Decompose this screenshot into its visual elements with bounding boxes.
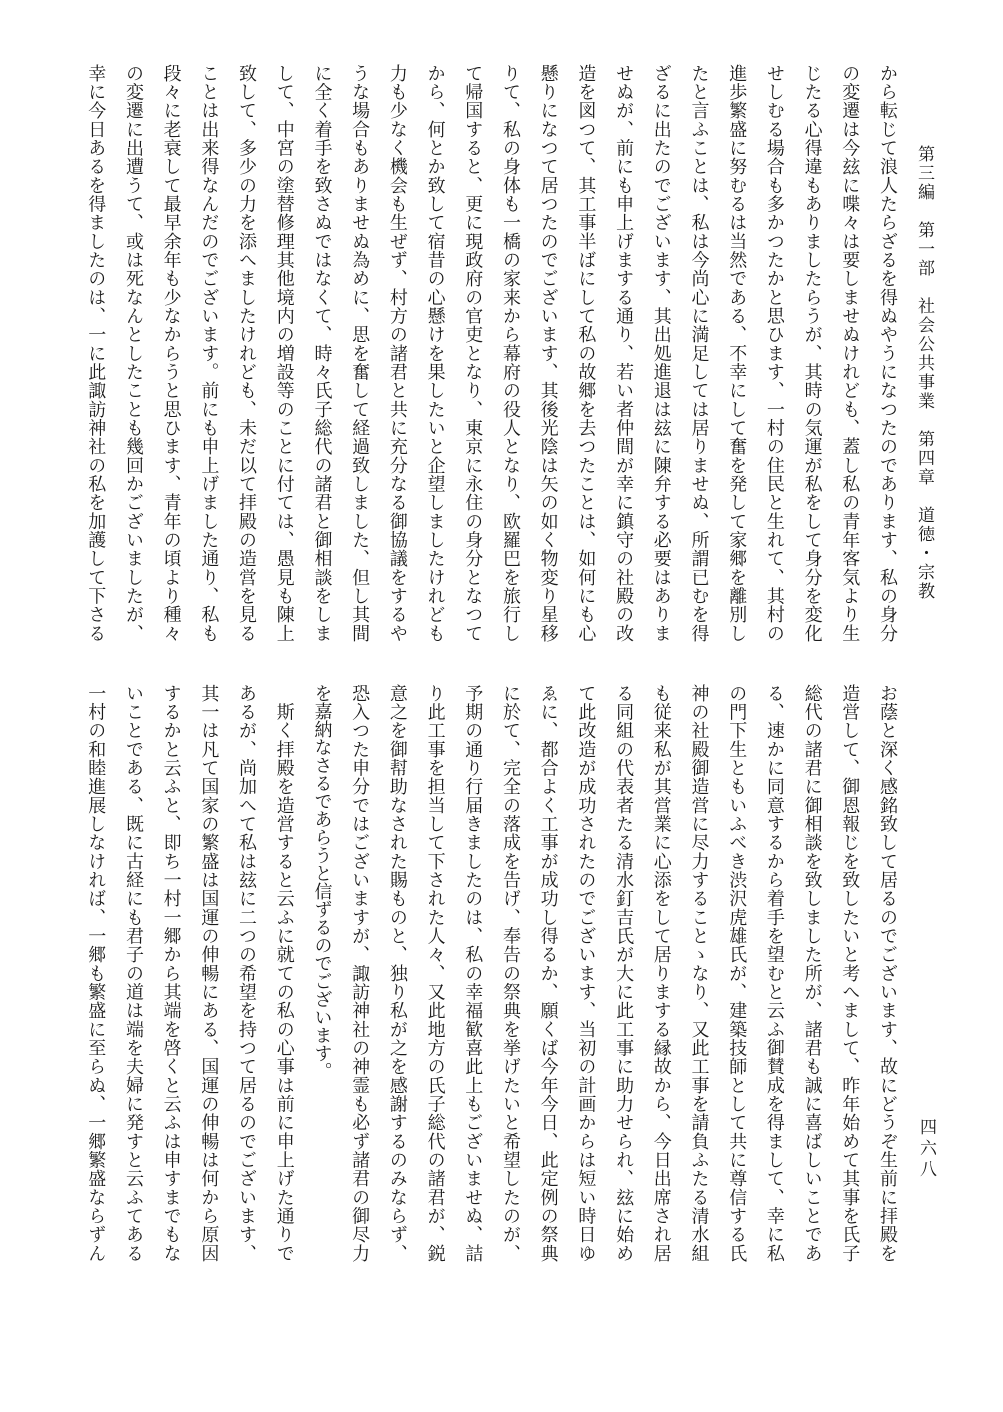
text-column: 段々に老衰して最早余年も少なからうと思ひます、青年の頃より種々	[160, 64, 182, 642]
text-column: る、速かに同意するから着手を望むと云ふ御賛成を得まして、幸に私	[763, 684, 785, 1262]
text-column: 造営して、御恩報じを致したいと考へまして、昨年始めて其事を氏子	[839, 684, 861, 1262]
text-column: 進歩繁盛に努むるは当然である、不幸にして奮を発して家郷を離別し	[726, 64, 748, 642]
text-column: 神の社殿御造営に尽力することゝなり、又此工事を請負ふたる清水組	[688, 684, 710, 1262]
text-column: 力も少なく機会も生ぜず、村方の諸君と共に充分なる御協議をするや	[386, 64, 408, 642]
text-column: 造を図つて、其工事半ばにして私の故郷を去つたことは、如何にも心	[575, 64, 597, 642]
text-column: ざるに出たのでございます、其出処進退は玆に陳弁する必要はありま	[650, 64, 672, 642]
text-column: 懸りになつて居つたのでございます、其後光陰は矢の如く物変り星移	[537, 64, 559, 642]
text-column: に全く着手を致さぬではなくて、時々氏子総代の諸君と御相談をしま	[311, 64, 333, 642]
text-column: ことは出来得なんだのでございます。前にも申上げました通り、私も	[198, 64, 220, 642]
text-column: に於て、完全の落成を告げ、奉告の祭典を挙げたいと希望したのが、	[499, 684, 521, 1262]
text-column: うな場合もありませぬ為めに、思を奮して経過致しました、但し其間	[349, 64, 371, 642]
text-column: の変遷は今玆に喋々は要しませぬけれども、蓋し私の青年客気より生	[839, 64, 861, 642]
text-column: 其一は凡て国家の繁盛は国運の伸暢にある、国運の伸暢は何から原因	[198, 684, 220, 1262]
text-column: 斯く拝殿を造営すると云ふに就ての私の心事は前に申上げた通りで	[273, 684, 295, 1262]
text-column: て帰国すると、更に現政府の官吏となり、東京に永住の身分となつて	[462, 64, 484, 642]
text-column: 一村の和睦進展しなければ、一郷も繁盛に至らぬ、一郷繁盛ならずん	[85, 684, 107, 1262]
text-column: て此改造が成功されたのでございます、当初の計画からは短い時日ゆ	[575, 684, 597, 1262]
text-column: から転じて浪人たらざるを得ぬやうになつたのであります、私の身分	[877, 64, 898, 642]
text-column: じたる心得違もありましたらうが、其時の気運が私をして身分を変化	[801, 64, 823, 642]
text-column: せしむる場合も多かつたかと思ひます、一村の住民と生れて、其村の	[763, 64, 785, 642]
text-column: の門下生ともいふべき渋沢虎雄氏が、建築技師として共に尊信する氏	[726, 684, 748, 1262]
text-column: る同組の代表者たる清水釘吉氏が大に此工事に助力せられ、玆に始め	[613, 684, 635, 1262]
text-block-top	[77, 64, 906, 642]
text-column: り此工事を担当して下された人々、又此地方の氏子総代の諸君が、鋭	[424, 684, 446, 1262]
text-column: から、何とか致して宿昔の心懸けを果したいと企望しましたけれども	[424, 64, 446, 642]
text-column: 予期の通り行届きましたのは、私の幸福歓喜此上もございませぬ、詰	[462, 684, 484, 1262]
text-column: たと言ふことは、私は今尚心に満足しては居りませぬ、所謂已むを得	[688, 64, 710, 642]
text-column: 意之を御幇助なされた賜ものと、独り私が之を感謝するのみならず、	[386, 684, 408, 1262]
text-column: 総代の諸君に御相談を致しました所が、諸君も誠に喜ばしいことであ	[801, 684, 823, 1262]
text-block-bottom	[77, 684, 906, 1262]
page-number: 四六八	[916, 1118, 936, 1181]
text-column: を嘉納なさるであらうと信ずるのでございます。	[311, 684, 333, 1080]
text-column: 恐入つた申分ではございますが、諏訪神社の神霊も必ず諸君の御尽力	[349, 684, 371, 1262]
text-column: あるが、尚加へて私は玆に二つの希望を持つて居るのでございます、	[236, 684, 258, 1262]
text-column: いことである、既に古経にも君子の道は端を夫婦に発すと云ふてある	[122, 684, 144, 1262]
text-column: も従来私が其営業に心添をして居りまする縁故から、今日出席され居	[650, 684, 672, 1262]
text-column: りて、私の身体も一橋の家来から幕府の役人となり、欧羅巴を旅行し	[499, 64, 521, 642]
text-column: 致して、多少の力を添へましたけれども、未だ以て拝殿の造営を見る	[236, 64, 258, 642]
text-column: するかと云ふと、即ち一村一郷から其端を啓くと云ふは申すまでもな	[160, 684, 182, 1262]
text-column: ゑに、都合よく工事が成功し得るか、願くば今年今日、此定例の祭典	[537, 684, 559, 1262]
text-column: 幸に今日あるを得ましたのは、一に此諏訪神社の私を加護して下さる	[85, 64, 107, 642]
running-header: 第三編 第一部 社会公共事業 第四章 道徳・宗教	[914, 145, 934, 601]
text-column: せぬが、前にも申上げまする通り、若い者仲間が幸に鎮守の社殿の改	[613, 64, 635, 642]
text-column: お蔭と深く感銘致して居るのでございます、故にどうぞ生前に拝殿を	[877, 684, 898, 1262]
text-column: の変遷に出遭うて、或は死なんとしたことも幾回かございましたが、	[122, 64, 144, 642]
text-column: して、中宮の塗替修理其他境内の増設等のことに付ては、愚見も陳上	[273, 64, 295, 642]
